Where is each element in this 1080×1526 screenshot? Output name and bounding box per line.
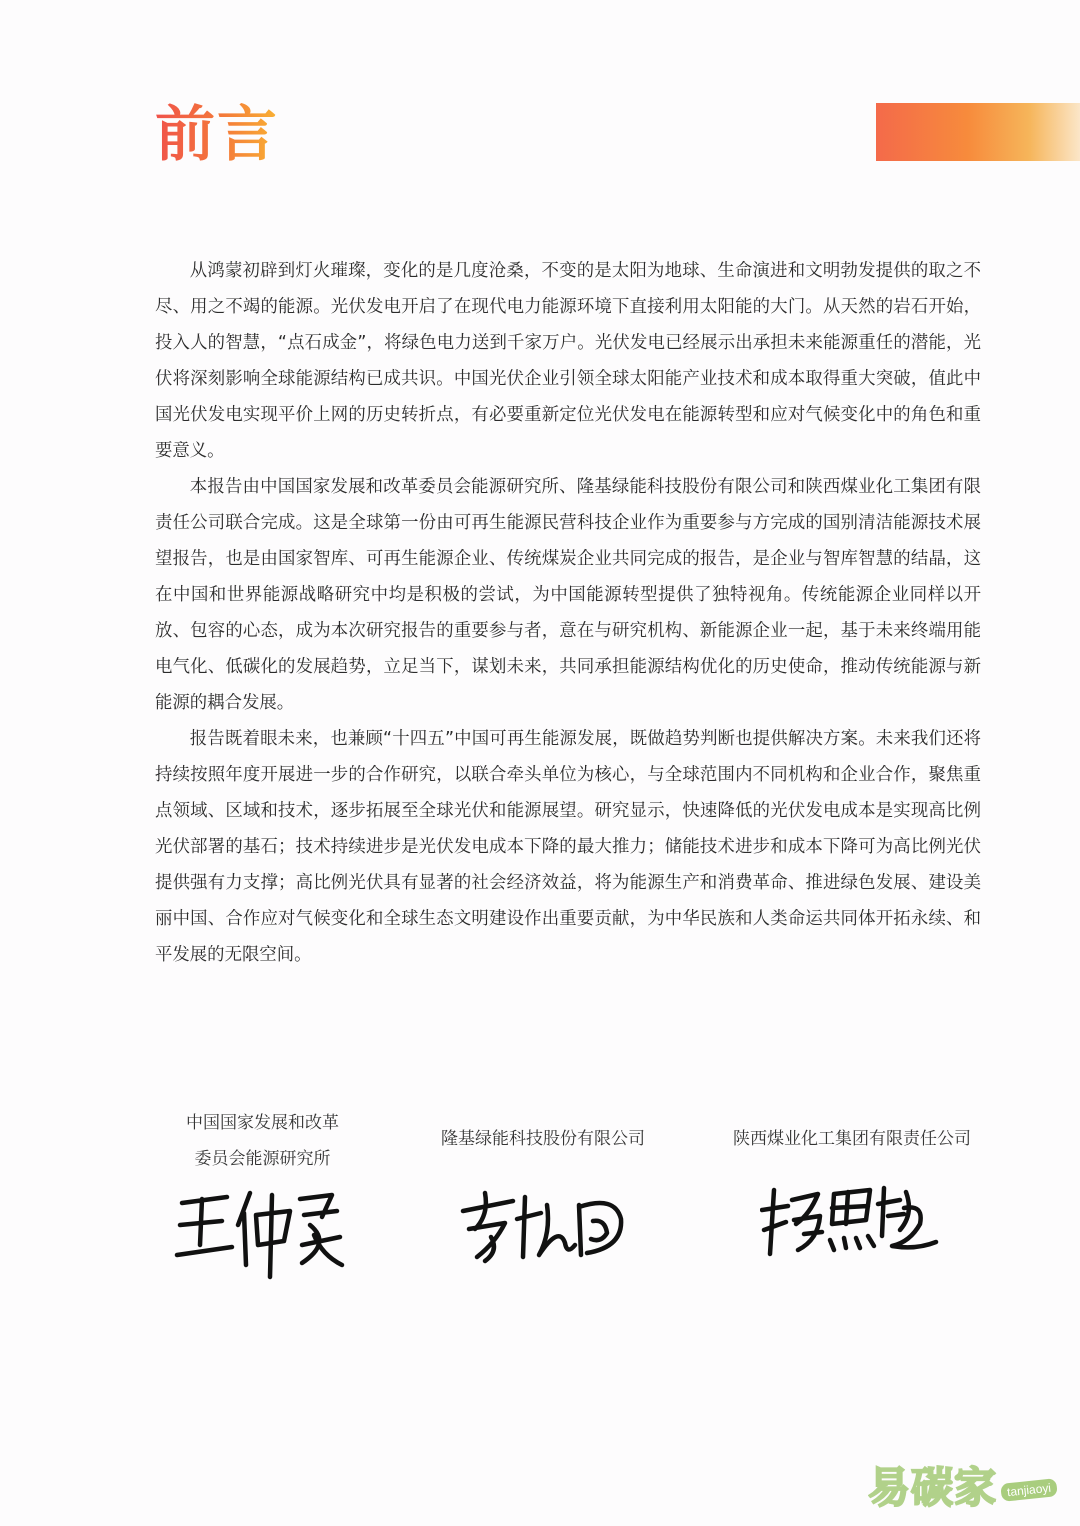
watermark-domain: tanjiaoyi: [1000, 1478, 1058, 1502]
signatory-nea: [160, 1105, 365, 1177]
handwritten-signature-3: [760, 1180, 940, 1260]
header-accent-bar: [876, 103, 1080, 161]
signatory-org-line: 委员会能源研究所: [194, 1149, 331, 1169]
paragraph: 本报告由中国国家发展和改革委员会能源研究所、隆基绿能科技股份有限公司和陕西煤业化工集团有限责任公司联合完成。这是全球第一份由可再生能源民营科技企业作为重要参与方完成的国别清洁能源技术展望报告，也是由国家智库、可再生能源企业、传统煤炭企业共同完成的报告，是企业与智库智慧的结晶，这在中国和世界能源战略研究中均是积极的尝试，为中国能源转型提供了独特视角。传统能源企业同样以开放、包容的心态，成为本次研究报告的重要参与者，意在与研究机构、新能源企业一起，基于未来终端用能电气化、低碳化的发展趋势，立足当下，谋划未来，共同承担能源结构优化的历史使命，推动传统能源与新能源的耦合发展。: [155, 477, 981, 713]
watermark-brand: 易碳家: [868, 1463, 998, 1512]
page-title: 前言: [155, 100, 279, 170]
signatory-longi: [428, 1121, 658, 1157]
handwritten-signature-1: [172, 1185, 347, 1280]
paragraph: 报告既着眼未来，也兼顾“十四五”中国可再生能源发展，既做趋势判断也提供解决方案。未来我们还将持续按照年度开展进一步的合作研究，以联合牵头单位为核心，与全球范围内不同机构和企业合作，聚焦重点领域、区域和技术，逐步拓展至全球光伏和能源展望。研究显示，快速降低的光伏发电成本是实现高比例光伏部署的基石；技术持续进步是光伏发电成本下降的最大推力；储能技术进步和成本下降可为高比例光伏提供强有力支撑；高比例光伏具有显著的社会经济效益，将为能源生产和消费革命、推进绿色发展、建设美丽中国、合作应对气候变化和全球生态文明建设作出重要贡献，为中华民族和人类命运共同体开拓永续、和平发展的无限空间。: [155, 729, 981, 965]
handwritten-signature-2: [455, 1185, 630, 1265]
signatory-shaanxi-coal: [718, 1121, 986, 1157]
signatory-org-line: 隆基绿能科技股份有限公司: [441, 1129, 645, 1149]
signatory-org-line: 中国国家发展和改革: [186, 1113, 339, 1133]
watermark-logo: [868, 1452, 1078, 1518]
paragraph: 从鸿蒙初辟到灯火璀璨，变化的是几度沧桑，不变的是太阳为地球、生命演进和文明勃发提供的取之不尽、用之不竭的能源。光伏发电开启了在现代电力能源环境下直接利用太阳能的大门。从天然的岩石开始，投入人的智慧，“点石成金”，将绿色电力送到千家万户。光伏发电已经展示出承担未来能源重任的潜能，光伏将深刻影响全球能源结构已成共识。中国光伏企业引领全球太阳能产业技术和成本取得重大突破，值此中国光伏发电实现平价上网的历史转折点，有必要重新定位光伏发电在能源转型和应对气候变化中的角色和重要意义。: [155, 261, 981, 461]
signatory-org-line: 陕西煤业化工集团有限责任公司: [733, 1129, 971, 1149]
preface-body: [155, 253, 981, 973]
